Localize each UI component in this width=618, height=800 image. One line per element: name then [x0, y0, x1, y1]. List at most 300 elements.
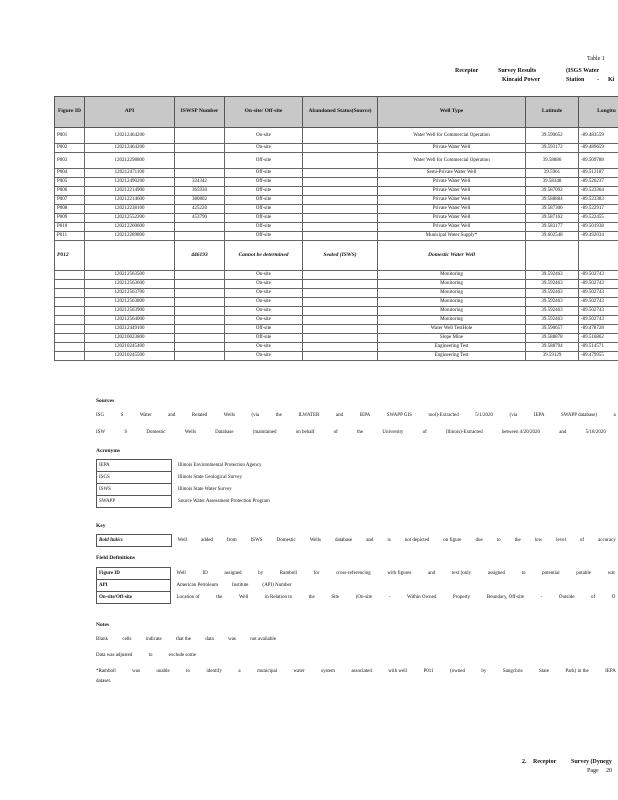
- field-definition-word: potable: [576, 571, 591, 576]
- table-row: [55, 298, 618, 307]
- acronym-abbr: IEPA: [97, 460, 172, 472]
- cell-isws-number: 365930: [175, 187, 225, 196]
- table-row: [55, 187, 618, 196]
- acronym-row: [97, 472, 272, 484]
- acronym-definition: Illinois State Geological Survey: [178, 475, 243, 480]
- acronym-abbr: ISWS: [97, 484, 172, 496]
- cell-figure-id: P009: [55, 214, 85, 223]
- table-label: Table 1: [587, 56, 605, 62]
- cell-on-off-site: Off-site: [225, 334, 303, 343]
- cell-api: 120212563800: [85, 298, 175, 307]
- field-definition-word: Location of: [176, 595, 200, 600]
- cell-latitude: 39.583177: [526, 223, 579, 232]
- cell-latitude: 39.587162: [526, 214, 579, 223]
- cell-on-off-site: Off-site: [225, 232, 303, 241]
- cell-figure-id: [55, 334, 85, 343]
- notes-title: Notes: [96, 622, 110, 628]
- header-receptor: Receptor: [455, 68, 479, 74]
- notes-word: associated: [351, 669, 372, 674]
- key-word: database: [334, 538, 353, 543]
- cell-figure-id: P004: [55, 169, 85, 178]
- cell-isws-number: [175, 307, 225, 316]
- table-row: [55, 271, 618, 280]
- cell-isws-number: 380802: [175, 196, 225, 205]
- cell-figure-id: [55, 316, 85, 325]
- cell-figure-id: P005: [55, 178, 85, 187]
- notes-line-4: [96, 679, 126, 684]
- table-row: [55, 169, 618, 178]
- cell-longitude: -89.478728: [579, 325, 618, 334]
- field-definition-word: Boundary, Off-site: [486, 595, 525, 600]
- col-abandoned-status: Abandoned Status(Source): [303, 97, 378, 128]
- table-row: [55, 316, 618, 325]
- header-station: Station: [566, 77, 585, 83]
- notes-word: IEPA: [605, 669, 616, 674]
- acronyms-title: Acronyms: [96, 448, 121, 454]
- cell-api: 120210023800: [85, 334, 175, 343]
- cell-abandoned-status: [303, 298, 378, 307]
- cell-latitude: 39.59129: [526, 352, 579, 361]
- cell-longitude: -89.502743: [579, 307, 618, 316]
- footer-receptor: Receptor: [533, 759, 557, 765]
- field-definition: [177, 571, 616, 576]
- key-word: accuracy: [598, 538, 616, 543]
- notes-word: municipal: [257, 669, 278, 674]
- field-definition-word: Well: [238, 595, 249, 600]
- cell-latitude: 39.588794: [526, 343, 579, 352]
- cell-api: 120212471100: [85, 169, 175, 178]
- cell-longitude: -89.502743: [579, 298, 618, 307]
- cell-isws-number: [175, 223, 225, 232]
- cell-well-type: Private Water Well: [378, 144, 526, 153]
- cell-abandoned-status: [303, 352, 378, 361]
- cell-latitude: 39.592463: [526, 307, 579, 316]
- cell-on-off-site: Off-site: [225, 178, 303, 187]
- key-word: due: [475, 538, 483, 543]
- cell-on-off-site: On-site: [225, 352, 303, 361]
- sources-word: of: [333, 430, 338, 435]
- cell-longitude: -89.526237: [579, 178, 618, 187]
- field-definition: [177, 595, 616, 600]
- cell-well-type: Private Water Well: [378, 196, 526, 205]
- field-term: API: [97, 580, 171, 592]
- notes-line-2: [96, 653, 196, 658]
- cell-latitude: 39.602548: [526, 232, 579, 241]
- key-word: added: [200, 538, 213, 543]
- cell-abandoned-status: [303, 169, 378, 178]
- sources-word: and: [168, 413, 176, 418]
- cell-abandoned-status: [303, 178, 378, 187]
- notes-word: Sangchris: [502, 669, 523, 674]
- field-definition-word: text (only: [451, 571, 472, 576]
- receptor-survey-table: [54, 96, 618, 361]
- cell-isws-number: 446193: [175, 241, 225, 271]
- key-word: not depicted: [404, 538, 430, 543]
- table-row: [55, 352, 618, 361]
- footer-page-label: Page: [587, 768, 599, 774]
- cell-figure-id: [55, 307, 85, 316]
- cell-api: 120212563500: [85, 271, 175, 280]
- col-longitude: Longitu: [579, 97, 618, 128]
- sources-word: S: [120, 413, 124, 418]
- cell-api: 120212289800: [85, 232, 175, 241]
- notes-word: Data was adjusted: [96, 653, 133, 658]
- table-row: [55, 178, 618, 187]
- cell-figure-id: P003: [55, 153, 85, 169]
- key-word: ISWS: [250, 538, 263, 543]
- key-term: Bold Italics: [97, 535, 172, 547]
- field-definition-word: Ramboll: [279, 571, 298, 576]
- notes-word: data: [205, 637, 214, 642]
- table-row: [55, 232, 618, 241]
- acronym-row: [97, 484, 272, 496]
- cell-on-off-site: On-site: [225, 144, 303, 153]
- cell-abandoned-status: [303, 289, 378, 298]
- table-row: [55, 214, 618, 223]
- acronym-definition: Source Water Assessment Protection Program: [178, 499, 270, 504]
- cell-well-type: Monitoring: [378, 298, 526, 307]
- notes-word: water: [293, 669, 305, 674]
- cell-abandoned-status: [303, 196, 378, 205]
- header-dash: -: [597, 77, 599, 83]
- cell-abandoned-status: [303, 280, 378, 289]
- sources-word: IEPA: [533, 413, 545, 418]
- cell-api: 120212563700: [85, 289, 175, 298]
- cell-on-off-site: On-site: [225, 298, 303, 307]
- sources-word: 5/18/2020: [585, 430, 606, 435]
- cell-figure-id: P011: [55, 232, 85, 241]
- cell-well-type: Engineering Test: [378, 352, 526, 361]
- cell-latitude: 39.58886: [526, 153, 579, 169]
- footer-section-number: 2.: [522, 759, 527, 765]
- footer-survey: Survey (Dynegy: [571, 759, 612, 765]
- notes-word: was: [132, 669, 140, 674]
- cell-well-type: Water Well for Commercial Operation: [378, 153, 526, 169]
- cell-abandoned-status: [303, 307, 378, 316]
- notes-word: P011: [423, 669, 434, 674]
- cell-isws-number: [175, 128, 225, 144]
- field-definition-word: Site: [331, 595, 340, 600]
- cell-api: 120212563600: [85, 280, 175, 289]
- cell-abandoned-status: [303, 232, 378, 241]
- cell-well-type: Private Water Well: [378, 214, 526, 223]
- cell-latitude: 39.590652: [526, 128, 579, 144]
- field-definition-word: O: [611, 595, 616, 600]
- cell-well-type: Monitoring: [378, 316, 526, 325]
- cell-longitude: -89.514571: [579, 343, 618, 352]
- cell-abandoned-status: [303, 205, 378, 214]
- sources-word: Water: [139, 413, 152, 418]
- cell-well-type: Monitoring: [378, 280, 526, 289]
- sources-word: ILWATER: [298, 413, 320, 418]
- cell-well-type: Slope Mine: [378, 334, 526, 343]
- key-title: Key: [96, 523, 106, 529]
- cell-abandoned-status: [303, 128, 378, 144]
- cell-longitude: -89.509788: [579, 153, 618, 169]
- field-definition-word: Well: [176, 571, 186, 576]
- sources-word: University: [382, 430, 404, 435]
- sources-word: 5/1/2020: [475, 413, 494, 418]
- cell-figure-id: [55, 280, 85, 289]
- cell-well-type: Private Water Well: [378, 187, 526, 196]
- notes-word: Blank: [96, 637, 108, 642]
- cell-abandoned-status: [303, 325, 378, 334]
- field-definition: [177, 583, 616, 588]
- cell-latitude: 39.587092: [526, 187, 579, 196]
- cell-api: 120210245400: [85, 343, 175, 352]
- cell-on-off-site: Off-site: [225, 169, 303, 178]
- field-definitions-title: Field Definitions: [96, 555, 135, 561]
- cell-latitude: 39.587306: [526, 205, 579, 214]
- cell-well-type: Monitoring: [378, 271, 526, 280]
- cell-longitude: -89.523383: [579, 196, 618, 205]
- cell-abandoned-status: [303, 144, 378, 153]
- cell-well-type: Semi-Private Water Well: [378, 169, 526, 178]
- cell-isws-number: [175, 289, 225, 298]
- field-definition-row: [97, 580, 618, 592]
- cell-well-type: Water Well TestHole: [378, 325, 526, 334]
- cell-isws-number: [175, 325, 225, 334]
- cell-on-off-site: Off-site: [225, 153, 303, 169]
- cell-isws-number: 453790: [175, 214, 225, 223]
- cell-longitude: -89.483559: [579, 128, 618, 144]
- cell-abandoned-status: [303, 223, 378, 232]
- cell-isws-number: [175, 298, 225, 307]
- sources-word: Domestic: [146, 430, 166, 435]
- cell-abandoned-status: Sealed (ISWS): [303, 241, 378, 271]
- cell-latitude: 39.592463: [526, 316, 579, 325]
- sources-word: the: [275, 413, 282, 418]
- table-row: [55, 325, 618, 334]
- sources-word: SWAPP GIS: [386, 413, 412, 418]
- acronym-definition: Illinois Environmental Protection Agency: [178, 463, 262, 468]
- table-row: [55, 343, 618, 352]
- table-row: [55, 280, 618, 289]
- cell-on-off-site: On-site: [225, 128, 303, 144]
- cell-api: 120212563900: [85, 307, 175, 316]
- cell-on-off-site: On-site: [225, 271, 303, 280]
- key-word: level: [556, 538, 566, 543]
- cell-latitude: 39.592463: [526, 271, 579, 280]
- cell-figure-id: P007: [55, 196, 85, 205]
- sources-word: of: [422, 430, 427, 435]
- cell-on-off-site: On-site: [225, 343, 303, 352]
- cell-longitude: [579, 241, 618, 271]
- key-word: low: [534, 538, 543, 543]
- field-definition-word: in Relation to: [264, 595, 293, 600]
- cell-abandoned-status: [303, 271, 378, 280]
- cell-well-type: Engineering Test: [378, 343, 526, 352]
- cell-well-type: Domestic Water Well: [378, 241, 526, 271]
- cell-well-type: Private Water Well: [378, 205, 526, 214]
- header-survey-results: Survey Results: [498, 68, 537, 74]
- cell-on-off-site: Off-site: [225, 205, 303, 214]
- cell-longitude: -89.502743: [579, 316, 618, 325]
- notes-word: to: [148, 653, 153, 658]
- col-figure-id: Figure ID: [55, 97, 85, 128]
- field-definition-word: the: [308, 595, 315, 600]
- cell-isws-number: [175, 232, 225, 241]
- field-term: On-site/Off-site: [97, 592, 171, 604]
- cell-api: 120210245500: [85, 352, 175, 361]
- cell-api: 120212464200: [85, 128, 175, 144]
- cell-figure-id: P012: [55, 241, 85, 271]
- sources-word: (via: [251, 413, 260, 418]
- acronym-abbr: SWAPP: [97, 496, 172, 508]
- cell-figure-id: P006: [55, 187, 85, 196]
- notes-word: a: [238, 669, 241, 674]
- sources-word: (maintained: [252, 430, 277, 435]
- cell-api: 120212552200: [85, 214, 175, 223]
- notes-word: was: [228, 637, 236, 642]
- notes-word: by: [481, 669, 487, 674]
- cell-well-type: Water Well for Commercial Operation: [378, 128, 526, 144]
- cell-api: 120212449100: [85, 325, 175, 334]
- cell-abandoned-status: [303, 214, 378, 223]
- cell-isws-number: [175, 352, 225, 361]
- cell-isws-number: [175, 280, 225, 289]
- cell-latitude: [526, 241, 579, 271]
- cell-figure-id: [55, 325, 85, 334]
- col-well-type: Well Type: [378, 97, 526, 128]
- sources-word: and: [335, 413, 344, 418]
- cell-api: 120212490200: [85, 178, 175, 187]
- key-definition: [178, 538, 616, 543]
- sources-word: S: [124, 430, 128, 435]
- cell-on-off-site: Cannot be determined: [225, 241, 303, 271]
- cell-latitude: 39.5961: [526, 169, 579, 178]
- cell-figure-id: [55, 289, 85, 298]
- cell-isws-number: [175, 343, 225, 352]
- cell-isws-number: [175, 271, 225, 280]
- field-definition-word: and: [428, 571, 436, 576]
- cell-latitude: 39.593172: [526, 144, 579, 153]
- notes-word: identify: [206, 669, 222, 674]
- cell-longitude: -89.502743: [579, 271, 618, 280]
- cell-well-type: Municipal Water Supply*: [378, 232, 526, 241]
- key-word: on figure: [443, 538, 462, 543]
- sources-word: IEPA: [359, 413, 371, 418]
- cell-on-off-site: Off-site: [225, 325, 303, 334]
- cell-api: 120212464200: [85, 144, 175, 153]
- notes-word: exclude some: [168, 653, 196, 658]
- sources-word: Illinois)-Extracted: [445, 430, 483, 435]
- sources-line-2: [96, 430, 606, 435]
- notes-word: with well: [388, 669, 408, 674]
- cell-abandoned-status: [303, 187, 378, 196]
- cell-figure-id: [55, 298, 85, 307]
- table-row: [55, 205, 618, 214]
- cell-longitude: -89.489659: [579, 144, 618, 153]
- cell-longitude: -89.479955: [579, 352, 618, 361]
- cell-abandoned-status: [303, 334, 378, 343]
- field-definition-word: Property: [452, 595, 471, 600]
- field-definition-word: Outside: [558, 595, 575, 600]
- cell-figure-id: P001: [55, 128, 85, 144]
- field-definition-row: [97, 592, 618, 604]
- cell-on-off-site: On-site: [225, 289, 303, 298]
- cell-isws-number: [175, 334, 225, 343]
- field-definition-word: for: [313, 571, 320, 576]
- col-on-off-site: On-site/ Off-site: [225, 97, 303, 128]
- cell-longitude: -89.501938: [579, 223, 618, 232]
- table-header-row: [55, 97, 618, 128]
- cell-longitude: -89.516862: [579, 334, 618, 343]
- cell-api: 120212238100: [85, 205, 175, 214]
- sources-word: a: [613, 413, 616, 418]
- table-row: [55, 128, 618, 144]
- field-definition-word: potential: [542, 571, 560, 576]
- cell-figure-id: [55, 343, 85, 352]
- field-definition-word: by: [258, 571, 264, 576]
- table-row: [55, 241, 618, 271]
- cell-figure-id: [55, 271, 85, 280]
- cell-on-off-site: On-site: [225, 316, 303, 325]
- cell-abandoned-status: [303, 316, 378, 325]
- notes-word: State: [539, 669, 549, 674]
- cell-latitude: 39.590657: [526, 325, 579, 334]
- field-definition-word: Institute: [232, 583, 249, 588]
- key-word: to: [496, 538, 501, 543]
- key-table: [96, 534, 618, 547]
- cell-latitude: 39.592463: [526, 289, 579, 298]
- table-row: [55, 153, 618, 169]
- header-isgs-water: (ISGS Water: [566, 68, 600, 74]
- sources-title: Sources: [96, 398, 115, 404]
- cell-isws-number: [175, 144, 225, 153]
- acronyms-table: [96, 459, 272, 508]
- key-word: Well: [177, 538, 187, 543]
- key-word: of: [579, 538, 585, 543]
- cell-abandoned-status: [303, 343, 378, 352]
- cell-longitude: -89.523364: [579, 187, 618, 196]
- notes-word: Park) in the: [565, 669, 589, 674]
- acronym-definition: Illinois State Water Survey: [178, 487, 232, 492]
- cell-on-off-site: Off-site: [225, 196, 303, 205]
- cell-api: 120212564000: [85, 316, 175, 325]
- field-definition-word: Within Owned: [406, 595, 437, 600]
- col-latitude: Latitude: [526, 97, 579, 128]
- table-row: [55, 196, 618, 205]
- cell-isws-number: [175, 169, 225, 178]
- header-ki: Ki: [608, 77, 615, 83]
- cell-figure-id: [55, 352, 85, 361]
- cell-on-off-site: On-site: [225, 307, 303, 316]
- cell-latitude: 39.592463: [526, 298, 579, 307]
- notes-word: dataset.: [96, 679, 112, 684]
- field-definition-word: with figures: [387, 571, 412, 576]
- cell-api: 120212214900: [85, 187, 175, 196]
- sources-word: and: [559, 430, 567, 435]
- notes-line-3: [96, 669, 616, 674]
- notes-word: to: [186, 669, 190, 674]
- field-definition-word: of: [591, 595, 596, 600]
- notes-word: indicate: [145, 637, 162, 642]
- table-row: [55, 307, 618, 316]
- cell-well-type: Private Water Well: [378, 178, 526, 187]
- key-word: Domestic: [276, 538, 296, 543]
- cell-figure-id: P008: [55, 205, 85, 214]
- sources-word: Related: [191, 413, 208, 418]
- cell-isws-number: [175, 316, 225, 325]
- notes-word: not available: [250, 637, 276, 642]
- cell-on-off-site: Off-site: [225, 223, 303, 232]
- field-definition-word: the: [216, 595, 223, 600]
- notes-word: (owned: [450, 669, 465, 674]
- field-definition-word: to: [521, 571, 526, 576]
- cell-abandoned-status: [303, 153, 378, 169]
- sources-word: the: [357, 430, 364, 435]
